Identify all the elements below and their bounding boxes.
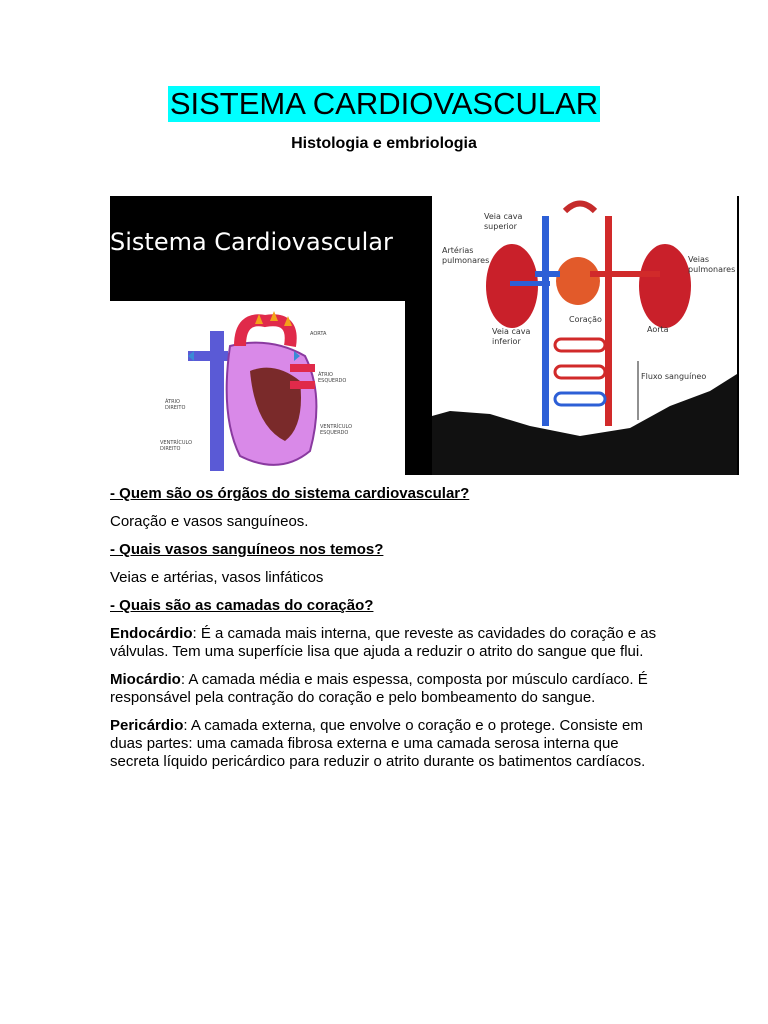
svg-text:superior: superior [484, 222, 517, 231]
right-lung [639, 244, 691, 328]
question-1: - Quem são os órgãos do sistema cardiovascular? [110, 485, 470, 502]
page-subtitle: Histologia e embriologia [291, 135, 477, 152]
vena-cava-line [542, 216, 549, 426]
svg-text:DIREITO: DIREITO [165, 405, 186, 411]
answer-2: Veias e artérias, vasos linfáticos [110, 569, 324, 586]
svg-text:AORTA: AORTA [310, 331, 327, 337]
svg-text:pulmonares: pulmonares [688, 265, 736, 274]
svg-text:pulmonares: pulmonares [442, 256, 490, 265]
svg-text:Aorta: Aorta [647, 325, 669, 334]
svg-text:ÁTRIO: ÁTRIO [165, 399, 180, 405]
pericardio-text: : A camada externa, que envolve o coração e o protege. Consiste em duas partes: uma camada fibrosa externa e uma camada serosa interna que secreta líquido pericárdico para reduzir o atrito durante os batimentos cardíacos. [110, 717, 646, 770]
svg-text:inferior: inferior [492, 337, 521, 346]
svg-text:ÁTRIO: ÁTRIO [318, 372, 333, 378]
question-3: - Quais são as camadas do coração? [110, 597, 374, 614]
aorta-line [605, 216, 612, 426]
svg-text:Veia cava: Veia cava [492, 327, 531, 336]
svg-text:ESQUERDO: ESQUERDO [318, 378, 347, 384]
svg-text:Coração: Coração [569, 315, 602, 324]
endocardio-paragraph [110, 625, 670, 661]
svg-text:VENTRÍCULO: VENTRÍCULO [160, 440, 193, 446]
svg-text:Veia cava: Veia cava [484, 212, 523, 221]
svg-text:DIREITO: DIREITO [160, 446, 181, 452]
figure-svg [110, 196, 739, 475]
svg-text:Artérias: Artérias [442, 246, 474, 255]
question-2: - Quais vasos sanguíneos nos temos? [110, 541, 384, 558]
slide-title: Sistema Cardiovascular [110, 228, 393, 256]
miocardio-text: : A camada média e mais espessa, composta por músculo cardíaco. É responsável pela contração do coração e pelo bombeamento do sangue. [110, 671, 648, 706]
heart-center [556, 257, 600, 305]
pericardio-paragraph [110, 717, 670, 771]
miocardio-paragraph [110, 671, 670, 707]
pericardio-term: Pericárdio [110, 717, 184, 734]
svg-text:VENTRÍCULO: VENTRÍCULO [320, 424, 353, 430]
endocardio-text: : É a camada mais interna, que reveste as cavidades do coração e as válvulas. Tem uma superfície lisa que ajuda a reduzir o atrito do sangue que flui. [110, 625, 657, 660]
cardiovascular-figure [110, 196, 739, 475]
svg-text:ESQUERDO: ESQUERDO [320, 430, 349, 436]
title-wrap [0, 86, 768, 122]
svg-text:Fluxo sanguíneo: Fluxo sanguíneo [641, 372, 707, 381]
page-title: SISTEMA CARDIOVASCULAR [169, 86, 599, 121]
miocardio-term: Miocárdio [110, 671, 181, 688]
answer-1: Coração e vasos sanguíneos. [110, 513, 309, 530]
endocardio-term: Endocárdio [110, 625, 193, 642]
svg-text:Veias: Veias [688, 255, 710, 264]
content [110, 485, 670, 781]
